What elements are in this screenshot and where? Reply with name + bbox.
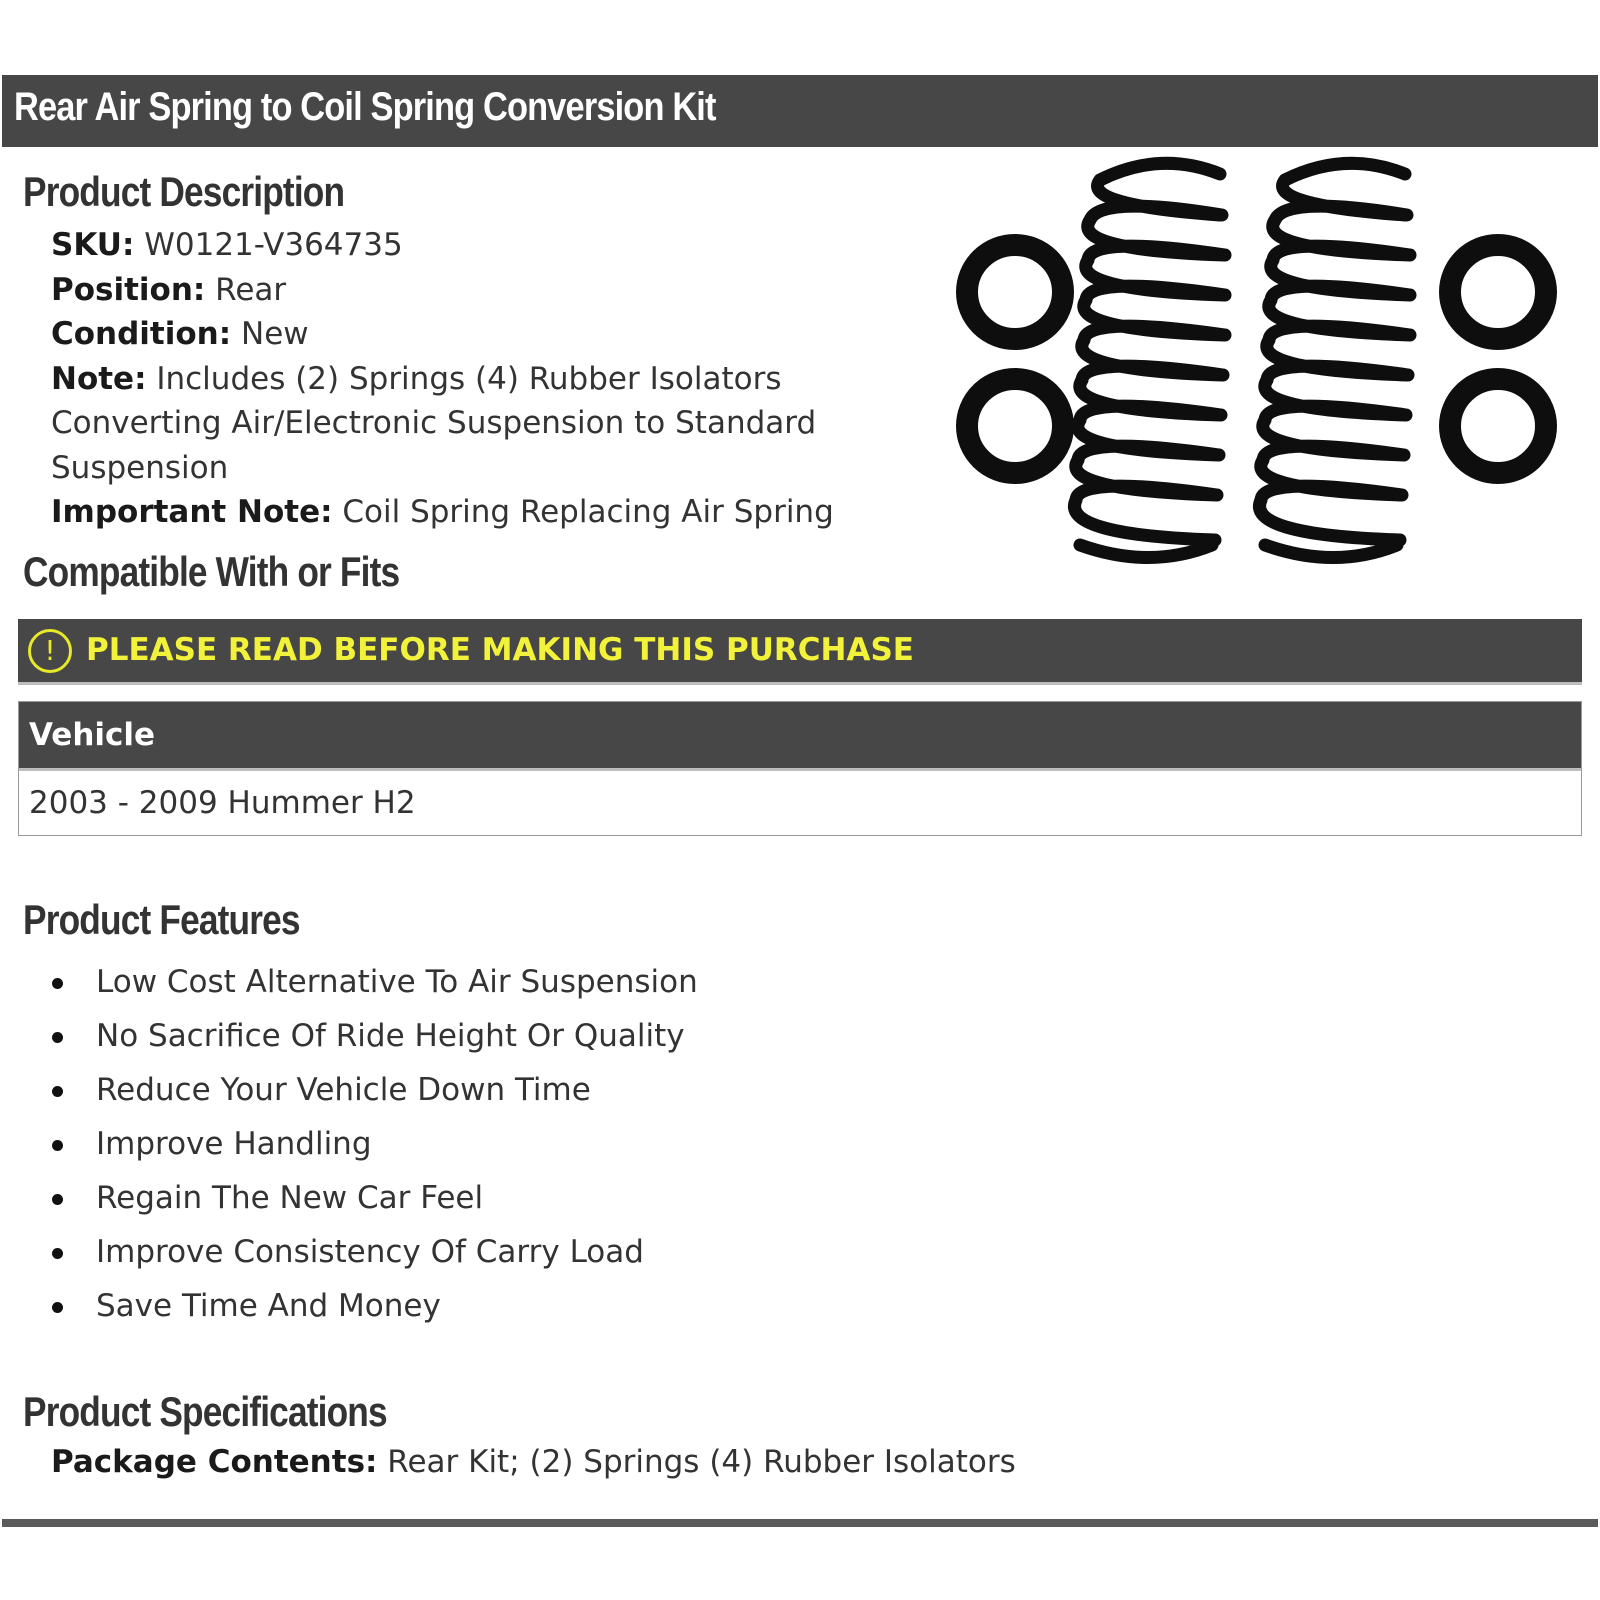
compatible-heading: Compatible With or Fits xyxy=(23,548,400,595)
note-value: Includes (2) Springs (4) Rubber Isolators Converting Air/Electronic Suspension to Standard Suspension xyxy=(51,360,817,486)
sku-value: W0121-V364735 xyxy=(144,227,403,263)
position-label: Position: xyxy=(51,271,206,308)
bottom-divider xyxy=(2,1519,1598,1527)
condition-row xyxy=(51,312,931,357)
condition-label: Condition: xyxy=(51,316,232,352)
table-row: 2003 - 2009 Hummer H2 xyxy=(19,771,1581,835)
note-row xyxy=(51,357,931,491)
sku-row xyxy=(51,223,931,268)
bullet-icon xyxy=(52,1194,63,1205)
product-description-heading: Product Description xyxy=(23,168,345,215)
important-note-row xyxy=(51,490,931,535)
sku-label: SKU: xyxy=(51,227,135,263)
features-list xyxy=(48,955,698,1333)
condition-value: New xyxy=(241,316,309,352)
product-description xyxy=(51,223,931,535)
feature-text: No Sacrifice Of Ride Height Or Quality xyxy=(96,1018,685,1054)
bullet-icon xyxy=(52,1086,63,1097)
bullet-icon xyxy=(52,1140,63,1151)
title-bar xyxy=(2,75,1598,147)
feature-text: Regain The New Car Feel xyxy=(96,1180,484,1216)
feature-text: Save Time And Money xyxy=(96,1288,441,1324)
list-item xyxy=(48,1063,698,1117)
warning-banner xyxy=(18,619,1582,685)
product-features-heading: Product Features xyxy=(23,896,300,943)
bullet-icon xyxy=(52,1248,63,1259)
position-row xyxy=(51,268,931,313)
exclamation-circle-icon: ! xyxy=(28,629,72,673)
product-image xyxy=(950,150,1570,610)
bullet-icon xyxy=(52,978,63,989)
important-note-value: Coil Spring Replacing Air Spring xyxy=(342,494,834,530)
feature-text: Low Cost Alternative To Air Suspension xyxy=(96,964,698,1000)
product-specifications-heading: Product Specifications xyxy=(23,1388,387,1435)
list-item xyxy=(48,1009,698,1063)
vehicle-column-header: Vehicle xyxy=(19,702,1581,771)
package-contents-label: Package Contents: xyxy=(51,1444,378,1480)
list-item xyxy=(48,1171,698,1225)
rubber-isolator-icon xyxy=(967,245,1546,473)
coil-spring-icon xyxy=(1075,163,1410,557)
bullet-icon xyxy=(52,1032,63,1043)
position-value: Rear xyxy=(215,271,287,308)
feature-text: Improve Handling xyxy=(96,1126,372,1162)
feature-text: Improve Consistency Of Carry Load xyxy=(96,1234,644,1270)
list-item xyxy=(48,1279,698,1333)
package-contents-row xyxy=(51,1444,1016,1480)
feature-text: Reduce Your Vehicle Down Time xyxy=(96,1072,591,1108)
package-contents-value: Rear Kit; (2) Springs (4) Rubber Isolators xyxy=(387,1444,1016,1480)
warning-text: PLEASE READ BEFORE MAKING THIS PURCHASE xyxy=(86,632,914,668)
vehicle-table xyxy=(18,701,1582,836)
page-title: Rear Air Spring to Coil Spring Conversion Kit xyxy=(14,85,716,129)
important-note-label: Important Note: xyxy=(51,494,333,530)
list-item xyxy=(48,1225,698,1279)
list-item xyxy=(48,1117,698,1171)
note-label: Note: xyxy=(51,360,147,397)
list-item xyxy=(48,955,698,1009)
bullet-icon xyxy=(52,1302,63,1313)
